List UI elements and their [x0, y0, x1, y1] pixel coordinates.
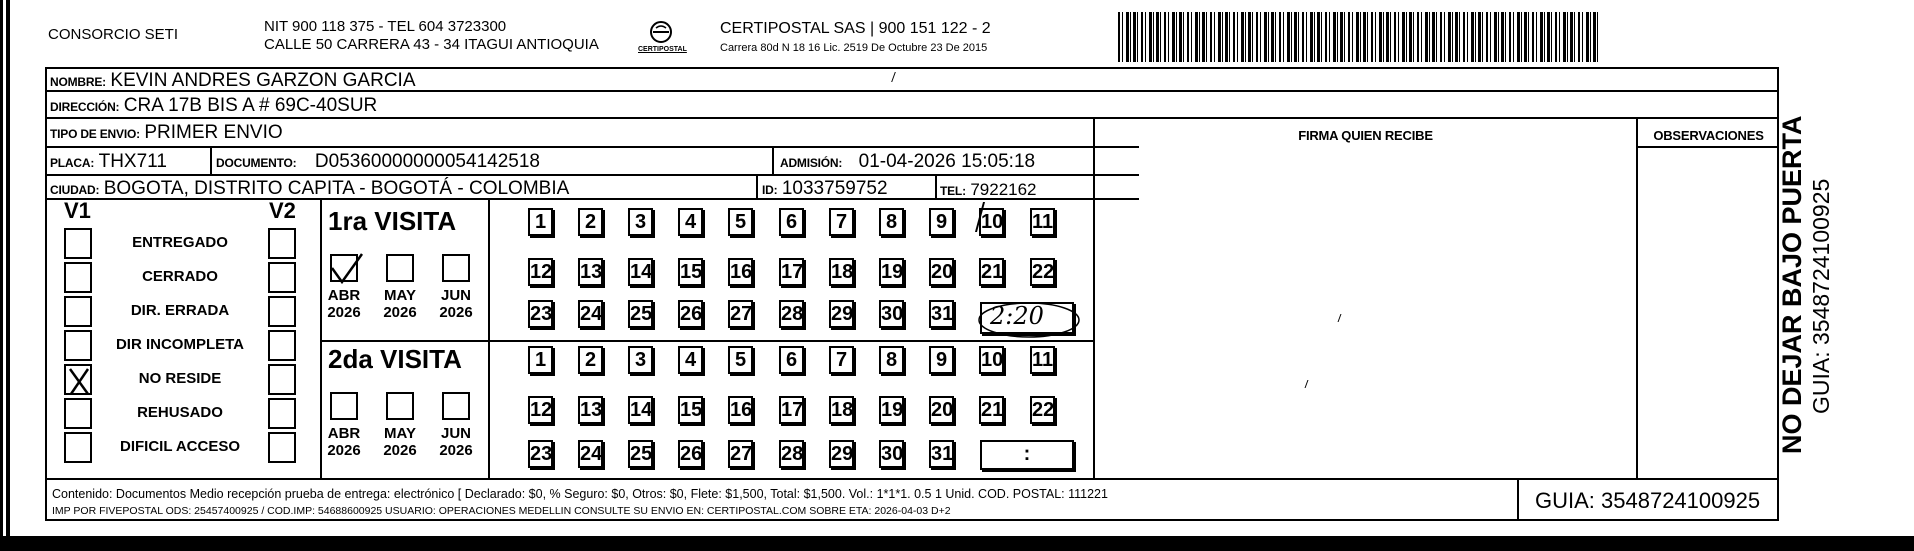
col-line [1636, 117, 1638, 478]
first-time-value: 2:20 [990, 302, 1044, 330]
logo-text: CERTIPOSTAL [638, 46, 687, 53]
documento-row [216, 151, 540, 173]
day-28-box[interactable]: 28 [779, 300, 804, 328]
id-row [762, 178, 888, 200]
v2-checkbox[interactable] [268, 228, 296, 259]
nombre-value: KEVIN ANDRES GARZON GARCIA [110, 70, 416, 91]
tipo-label: TIPO DE ENVIO: [50, 127, 140, 141]
month-name: ABR [327, 425, 361, 442]
day-16-box[interactable]: 16 [728, 258, 753, 286]
row-line [45, 174, 1139, 176]
day-8-box[interactable]: 8 [879, 208, 904, 236]
address-line: CALLE 50 CARRERA 43 - 34 ITAGUI ANTIOQUIA [264, 36, 599, 53]
day-24-box[interactable]: 24 [578, 300, 603, 328]
nombre-row [50, 70, 416, 92]
day-12-box[interactable]: 12 [528, 258, 553, 286]
month-year: 2026 [327, 442, 361, 459]
month-label [374, 425, 426, 459]
day-16-box[interactable]: 16 [728, 396, 753, 424]
day-8-box[interactable]: 8 [879, 346, 904, 374]
day-26-box[interactable]: 26 [678, 440, 703, 468]
month-year: 2026 [439, 304, 473, 321]
month-label [374, 287, 426, 321]
v2-checkbox[interactable] [268, 398, 296, 429]
day-4-box[interactable]: 4 [678, 346, 703, 374]
day-25-box[interactable]: 25 [628, 300, 653, 328]
day-17-box[interactable]: 17 [779, 396, 804, 424]
v1-checkbox[interactable] [64, 432, 92, 463]
admision-label: ADMISIÓN: [780, 156, 843, 170]
check-mark [328, 252, 368, 286]
day-23-box[interactable]: 23 [528, 300, 553, 328]
day-20-box[interactable]: 20 [929, 396, 954, 424]
day-25-box[interactable]: 25 [628, 440, 653, 468]
day-29-box[interactable]: 29 [829, 440, 854, 468]
month-checkbox[interactable] [330, 392, 358, 420]
day-6-box[interactable]: 6 [779, 346, 804, 374]
day-19-box[interactable]: 19 [879, 396, 904, 424]
month-label [430, 425, 482, 459]
row-line [1638, 146, 1779, 148]
day-2-box[interactable]: 2 [578, 208, 603, 236]
day-14-box[interactable]: 14 [628, 396, 653, 424]
courier-line: CERTIPOSTAL SAS | 900 151 122 - 2 [720, 20, 991, 37]
day-23-box[interactable]: 23 [528, 440, 553, 468]
documento-value: D05360000000054142518 [314, 151, 540, 172]
reason-label: ENTREGADO [132, 234, 228, 251]
day-21-box[interactable]: 21 [979, 396, 1004, 424]
nit-line: NIT 900 118 375 - TEL 604 3723300 [264, 18, 507, 35]
direccion-label: DIRECCIÓN: [50, 100, 120, 114]
day-15-box[interactable]: 15 [678, 396, 703, 424]
day-14-box[interactable]: 14 [628, 258, 653, 286]
day-18-box[interactable]: 18 [829, 258, 854, 286]
documento-label: DOCUMENTO: [216, 156, 297, 170]
second-time-box[interactable] [980, 440, 1074, 470]
month-label [430, 287, 482, 321]
day-20-box[interactable]: 20 [929, 258, 954, 286]
v1-checkbox[interactable] [64, 364, 92, 395]
row-line [45, 117, 1779, 119]
v2-checkbox[interactable] [268, 296, 296, 327]
day-24-box[interactable]: 24 [578, 440, 603, 468]
courier-sub: Carrera 80d N 18 16 Lic. 2519 De Octubre 23 De 2015 [720, 42, 988, 54]
month-name: ABR [327, 287, 361, 304]
day-19-box[interactable]: 19 [879, 258, 904, 286]
month-year: 2026 [383, 304, 417, 321]
day-18-box[interactable]: 18 [829, 396, 854, 424]
v1-checkbox[interactable] [64, 398, 92, 429]
day-26-box[interactable]: 26 [678, 300, 703, 328]
day-11-box[interactable]: 11 [1030, 346, 1055, 374]
tel-value: 7922162 [970, 180, 1037, 199]
day-9-box[interactable]: 9 [929, 346, 954, 374]
v2-checkbox[interactable] [268, 432, 296, 463]
day-28-box[interactable]: 28 [779, 440, 804, 468]
tipo-row [50, 122, 283, 144]
bottom-edge [0, 536, 1914, 551]
day-15-box[interactable]: 15 [678, 258, 703, 286]
month-name: JUN [440, 425, 471, 442]
day-27-box[interactable]: 27 [728, 300, 753, 328]
day-13-box[interactable]: 13 [578, 258, 603, 286]
guia-footer: GUIA: 3548724100925 [1535, 488, 1761, 513]
observaciones-header: OBSERVACIONES [1653, 128, 1764, 143]
tipo-value: PRIMER ENVIO [144, 122, 283, 143]
col-line [1093, 117, 1095, 478]
day-31-box[interactable]: 31 [929, 440, 954, 468]
reason-label: CERRADO [142, 268, 218, 285]
month-checkbox[interactable] [386, 254, 414, 282]
day-13-box[interactable]: 13 [578, 396, 603, 424]
day-9-box[interactable]: 9 [929, 208, 954, 236]
reason-label: DIFICIL ACCESO [119, 438, 240, 455]
v2-checkbox[interactable] [268, 262, 296, 293]
reason-label: REHUSADO [137, 404, 223, 421]
month-label [318, 425, 370, 459]
day-5-box[interactable]: 5 [728, 208, 753, 236]
v2-checkbox[interactable] [268, 364, 296, 395]
day-7-box[interactable]: 7 [829, 346, 854, 374]
firma-header: FIRMA QUIEN RECIBE [1298, 128, 1433, 143]
day-2-box[interactable]: 2 [578, 346, 603, 374]
day-22-box[interactable]: 22 [1030, 258, 1055, 286]
col-line [935, 176, 937, 198]
x-mark [66, 366, 94, 397]
month-name: MAY [384, 425, 416, 442]
day-30-box[interactable]: 30 [879, 440, 904, 468]
id-label: ID: [762, 183, 778, 197]
company-name: CONSORCIO SETI [48, 26, 179, 43]
time-circle-mark [976, 300, 1082, 340]
day-1-box[interactable]: 1 [528, 208, 553, 236]
placa-value: THX711 [98, 151, 167, 172]
col-line [210, 148, 212, 174]
certipostal-logo [636, 20, 686, 56]
v2-checkbox[interactable] [268, 330, 296, 361]
row-line [320, 340, 1094, 342]
day-17-box[interactable]: 17 [779, 258, 804, 286]
placa-row [50, 151, 167, 173]
col-line [756, 176, 758, 198]
nombre-label: NOMBRE: [50, 75, 106, 89]
contenido-line: Contenido: Documentos Medio recepción prueba de entrega: electrónico [ Declarado: $0, % Seguro: $0, Otros: $0, Flete: $1,500, Total: $1,500. Vol.: 1*1*1. 0.5 1 Unid. COD. POSTAL: 111221 [52, 487, 1108, 501]
page-edge [0, 0, 12, 551]
month-year: 2026 [327, 304, 361, 321]
col-line [1517, 480, 1519, 521]
ciudad-row [50, 178, 569, 200]
second-visit-title: 2da VISITA [328, 344, 462, 374]
month-checkbox[interactable] [442, 254, 470, 282]
day-5-box[interactable]: 5 [728, 346, 753, 374]
day-4-box[interactable]: 4 [678, 208, 703, 236]
day-31-box[interactable]: 31 [929, 300, 954, 328]
month-checkbox[interactable] [386, 392, 414, 420]
month-label [318, 287, 370, 321]
day-1-box[interactable]: 1 [528, 346, 553, 374]
day-22-box[interactable]: 22 [1030, 396, 1055, 424]
imp-line: IMP POR FIVEPOSTAL ODS: 25457400925 / COD.IMP: 54688600925 USUARIO: OPERACIONES MEDELLIN CONSULTE SU ENVIO EN: CERTIPOSTAL.COM SOBRE ETA: 2026-04-03 D+2 [52, 505, 951, 517]
v1-checkbox[interactable] [64, 262, 92, 293]
id-value: 1033759752 [781, 178, 888, 199]
tel-label: TEL: [940, 184, 966, 198]
v1-checkbox[interactable] [64, 330, 92, 361]
day-7-box[interactable]: 7 [829, 208, 854, 236]
month-checkbox[interactable] [442, 392, 470, 420]
day-12-box[interactable]: 12 [528, 396, 553, 424]
month-name: MAY [384, 287, 416, 304]
month-name: JUN [440, 287, 471, 304]
col-line [488, 200, 490, 478]
day-3-box[interactable]: 3 [628, 346, 653, 374]
ciudad-value: BOGOTA, DISTRITO CAPITA - BOGOTÁ - COLOMBIA [103, 178, 570, 199]
day-11-box[interactable]: 11 [1030, 208, 1055, 236]
day-10-box[interactable]: 10 [979, 346, 1004, 374]
day-29-box[interactable]: 29 [829, 300, 854, 328]
second-time-value: : [1023, 443, 1031, 465]
day-6-box[interactable]: 6 [779, 208, 804, 236]
month-year: 2026 [439, 442, 473, 459]
v2-header: V2 [269, 198, 296, 223]
direccion-row [50, 95, 377, 117]
month-year: 2026 [383, 442, 417, 459]
v1-checkbox[interactable] [64, 228, 92, 259]
month-checkbox[interactable] [330, 254, 358, 282]
side-warning: NO DEJAR BAJO PUERTA [1777, 115, 1807, 454]
v1-checkbox[interactable] [64, 296, 92, 327]
day-10-box[interactable]: 10 [979, 208, 1004, 236]
ciudad-label: CIUDAD: [50, 183, 100, 197]
day-30-box[interactable]: 30 [879, 300, 904, 328]
tel-row [940, 180, 1037, 200]
reason-label: DIR. ERRADA [130, 302, 230, 319]
day-27-box[interactable]: 27 [728, 440, 753, 468]
barcode [1118, 12, 1598, 62]
reason-label: NO RESIDE [138, 370, 222, 387]
col-line [772, 148, 774, 174]
day-21-box[interactable]: 21 [979, 258, 1004, 286]
first-visit-title: 1ra VISITA [328, 206, 457, 236]
day-3-box[interactable]: 3 [628, 208, 653, 236]
reason-label: DIR INCOMPLETA [115, 336, 245, 353]
placa-label: PLACA: [50, 156, 95, 170]
direccion-value: CRA 17B BIS A # 69C-40SUR [123, 95, 378, 116]
side-guia: GUIA: 3548724100925 [1808, 178, 1834, 414]
first-time-box[interactable] [980, 302, 1074, 334]
admision-row [780, 151, 1035, 173]
admision-value: 01-04-2026 15:05:18 [858, 151, 1036, 172]
v1-header: V1 [64, 198, 91, 223]
